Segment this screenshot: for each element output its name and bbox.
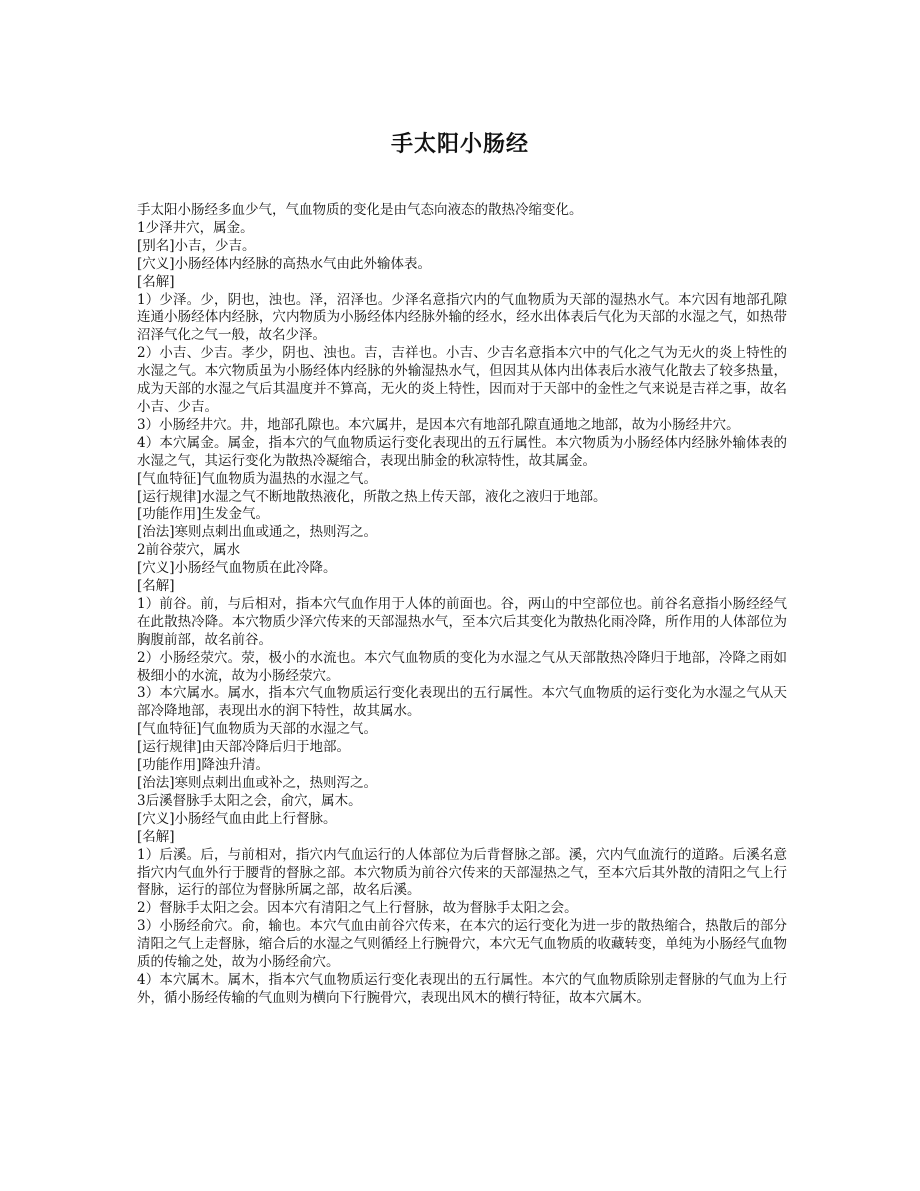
paragraph: 2）督脉手太阳之会。因本穴有清阳之气上行督脉，故为督脉手太阳之会。 xyxy=(137,900,578,917)
paragraph: 3）本穴属水。属水，指本穴气血物质运行变化表现出的五行属性。本穴气血物质的运行变化为水湿之气从天部冷降地部，表现出水的润下特性，故其属水。 xyxy=(137,685,787,720)
paragraph: [穴义]小肠经气血由此上行督脉。 xyxy=(137,810,337,827)
paragraph: 1）后溪。后，与前相对，指穴内气血运行的人体部位为后背督脉之部。溪，穴内气血流行的道路。后溪名意指穴内气血外行于腰背的督脉之部。本穴物质为前谷穴传来的天部湿热之气，至本穴后其外散的清阳之气上行督脉，运行的部位为督脉所属之部，故名后溪。 xyxy=(137,846,787,899)
paragraph: 3）小肠经井穴。井，地部孔隙也。本穴属井，是因本穴有地部孔隙直通地之地部，故为小肠经井穴。 xyxy=(137,416,740,433)
paragraph: 3后溪督脉手太阳之会，俞穴，属木。 xyxy=(137,792,362,809)
paragraph: [气血特征]气血物质为温热的水湿之气。 xyxy=(137,470,378,487)
paragraph: 2前谷荥穴，属水 xyxy=(137,542,241,559)
paragraph: [穴义]小肠经体内经脉的高热水气由此外输体表。 xyxy=(137,255,432,272)
paragraph: [治法]寒则点刺出血或补之，热则泻之。 xyxy=(137,775,378,791)
paragraph: [功能作用]降浊升清。 xyxy=(137,757,270,774)
paragraph: 手太阳小肠经多血少气，气血物质的变化是由气态向液态的散热冷缩变化。 xyxy=(137,202,583,218)
paragraph: 2）小吉、少吉。孝少，阴也、浊也。吉，吉祥也。小吉、少吉名意指本穴中的气化之气为无火的炎上特性的水湿之气。本穴物质虽为小肠经体内经脉的外输湿热水气，但因其从体内出体表后水液气化散去了较多热量，成为天部的水湿之气后其温度并不算高，无火的炎上特性，因而对于天部中的金性之气来说是吉祥之事，故名小吉、少吉。 xyxy=(137,345,787,415)
paragraph: [运行规律]水湿之气不断地散热液化，所散之热上传天部，液化之液归于地部。 xyxy=(137,488,607,505)
paragraph: [穴义]小肠经气血物质在此冷降。 xyxy=(137,560,337,577)
document-body xyxy=(137,202,787,1008)
paragraph: 1）前谷。前，与后相对，指本穴气血作用于人体的前面也。谷，两山的中空部位也。前谷名意指小肠经经气在此散热冷降。本穴物质少泽穴传来的天部湿热水气，至本穴后其变化为散热化雨冷降，所作用的人体部位为胸腹前部，故名前谷。 xyxy=(137,595,787,648)
paragraph: [别名]小吉，少吉。 xyxy=(137,237,256,254)
paragraph: 1少泽井穴，属金。 xyxy=(137,219,254,236)
paragraph: [运行规律]由天部冷降后归于地部。 xyxy=(137,739,351,756)
paragraph: 4）本穴属木。属木，指本穴气血物质运行变化表现出的五行属性。本穴的气血物质除别走督脉的气血为上行外，循小肠经传输的气血则为横向下行腕骨穴，表现出风木的横行特征，故本穴属木。 xyxy=(137,971,787,1006)
paragraph: [名解] xyxy=(137,578,175,595)
paragraph: [名解] xyxy=(137,828,175,845)
paragraph: 1）少泽。少，阴也，浊也。泽，沼泽也。少泽名意指穴内的气血物质为天部的湿热水气。本穴因有地部孔隙连通小肠经体内经脉，穴内物质为小肠经体内经脉外输的经水，经水出体表后气化为天部的水湿之气，如热带沼泽气化之气一般，故名少泽。 xyxy=(137,291,787,344)
paragraph: [名解] xyxy=(137,273,175,290)
paragraph: 2）小肠经荥穴。荥，极小的水流也。本穴气血物质的变化为水湿之气从天部散热冷降归于地部，冷降之雨如极细小的水流，故为小肠经荥穴。 xyxy=(137,649,787,684)
paragraph: [气血特征]气血物质为天部的水湿之气。 xyxy=(137,721,378,738)
paragraph: [治法]寒则点刺出血或通之，热则泻之。 xyxy=(137,524,378,541)
paragraph: 3）小肠经俞穴。俞，输也。本穴气血由前谷穴传来，在本穴的运行变化为进一步的散热缩合，热散后的部分清阳之气上走督脉，缩合后的水湿之气则循经上行腕骨穴，本穴无气血物质的收藏转变，单纯为小肠经气血物质的传输之处，故为小肠经俞穴。 xyxy=(137,918,787,971)
paragraph: [功能作用]生发金气。 xyxy=(137,506,270,523)
paragraph: 4）本穴属金。属金，指本穴的气血物质运行变化表现出的五行属性。本穴物质为小肠经体内经脉外输体表的水湿之气，其运行变化为散热冷凝缩合，表现出肺金的秋凉特性，故其属金。 xyxy=(137,434,787,469)
document-title: 手太阳小肠经 xyxy=(390,131,529,157)
